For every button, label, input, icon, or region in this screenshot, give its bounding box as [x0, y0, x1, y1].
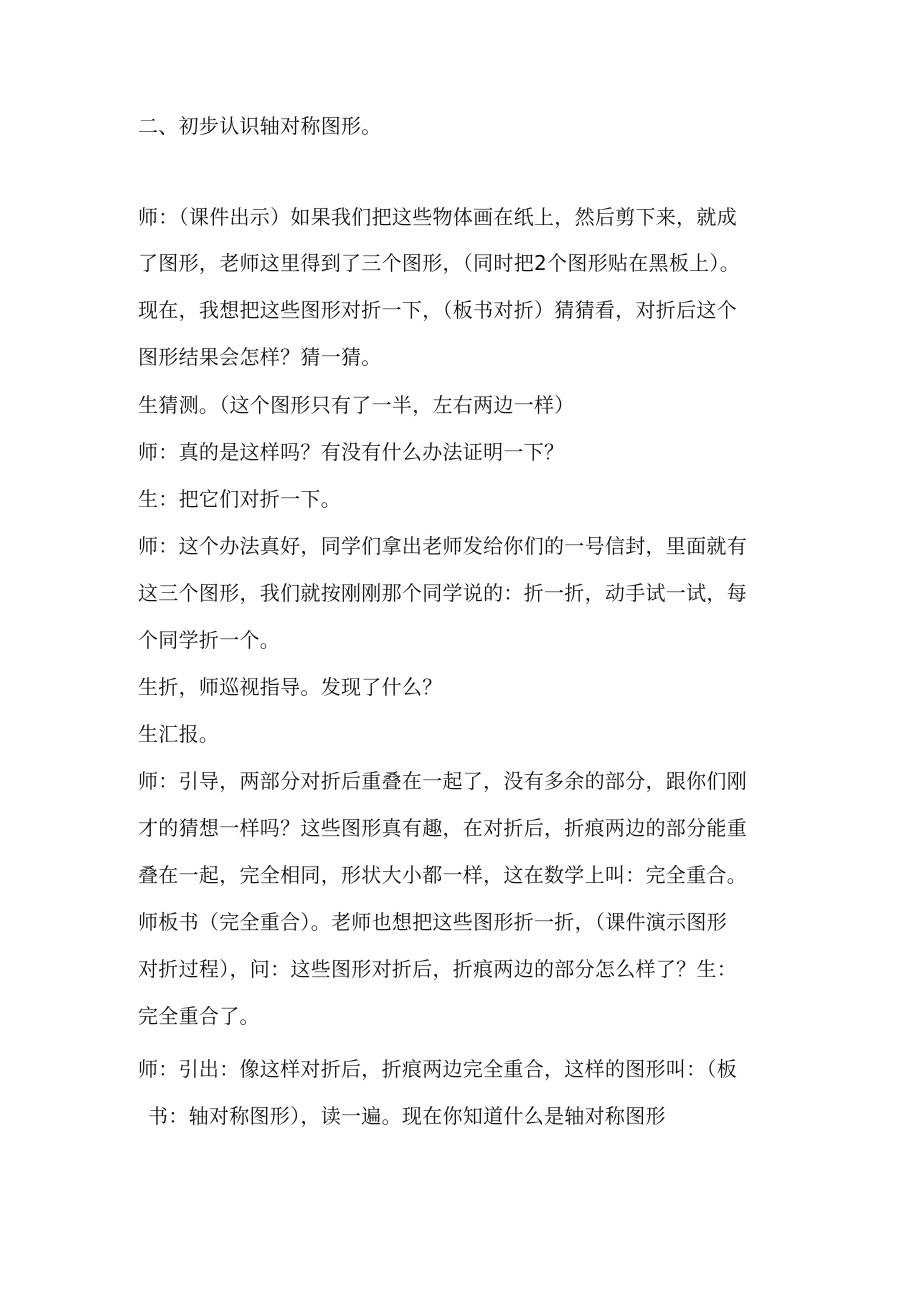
paragraph-line: 师板书（完全重合）。老师也想把这些图形折一折，（课件演示图形	[138, 910, 727, 934]
paragraph-line: 师：这个办法真好，同学们拿出老师发给你们的一号信封，里面就有	[138, 534, 747, 558]
paragraph-line: 生折，师巡视指导。发现了什么？	[138, 675, 443, 699]
paragraph-line: 生：把它们对折一下。	[138, 487, 341, 511]
paragraph-line: 师：引导，两部分对折后重叠在一起了，没有多余的部分，跟你们刚	[138, 769, 747, 793]
paragraph-line: 书：轴对称图形），读一遍。现在你知道什么是轴对称图形	[148, 1104, 666, 1128]
paragraph-line: 生猜测。（这个图形只有了一半，左右两边一样）	[138, 393, 575, 417]
paragraph-line: 才的猜想一样吗？这些图形真有趣，在对折后，折痕两边的部分能重	[138, 816, 747, 840]
paragraph-line: 个同学折一个。	[138, 628, 281, 652]
section-heading: 二、初步认识轴对称图形。	[138, 114, 382, 138]
paragraph-line: 叠在一起，完全相同，形状大小都一样，这在数学上叫：完全重合。	[138, 863, 747, 887]
paragraph-line: 师：引出：像这样对折后，折痕两边完全重合，这样的图形叫：（板	[138, 1057, 737, 1081]
paragraph-line: 这三个图形，我们就按刚刚那个同学说的：折一折，动手试一试，每	[138, 581, 747, 605]
paragraph-line: 师：（课件出示）如果我们把这些物体画在纸上，然后剪下来，就成	[138, 205, 737, 229]
paragraph-line: 对折过程），问：这些图形对折后，折痕两边的部分怎么样了？生：	[138, 957, 737, 981]
paragraph-line: 生汇报。	[138, 722, 220, 746]
paragraph-line: 了图形，老师这里得到了三个图形，（同时把2个图形贴在黑板上）。	[138, 251, 741, 275]
paragraph-line: 完全重合了。	[138, 1004, 260, 1028]
paragraph-line: 现在，我想把这些图形对折一下，（板书对折）猜猜看，对折后这个	[138, 298, 737, 322]
paragraph-line: 师：真的是这样吗？有没有什么办法证明一下？	[138, 440, 565, 464]
paragraph-line: 图形结果会怎样？猜一猜。	[138, 345, 382, 369]
